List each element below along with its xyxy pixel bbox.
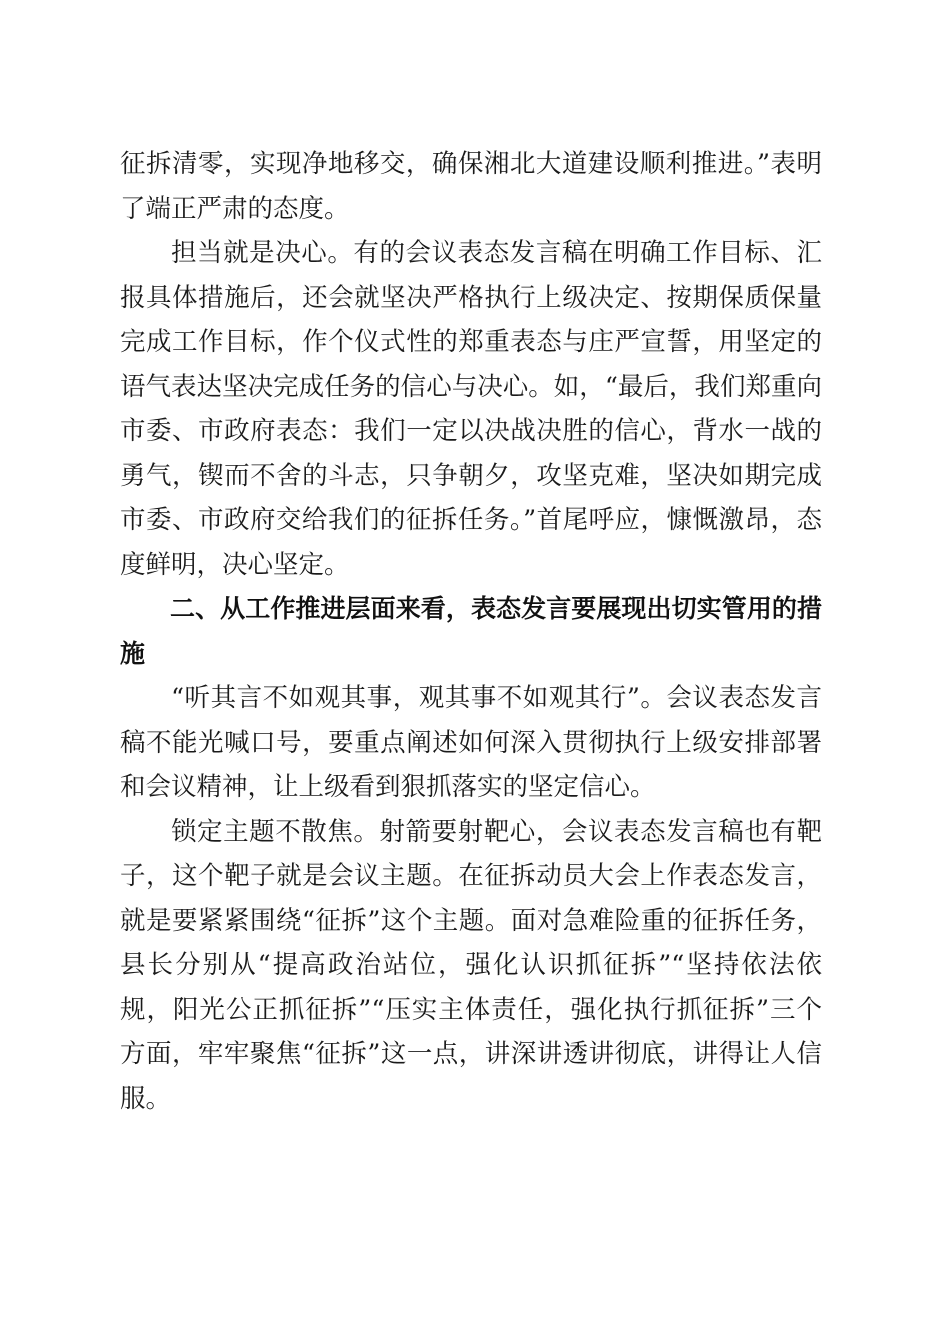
document-body (120, 142, 822, 1121)
paragraph-determination: 担当就是决心。有的会议表态发言稿在明确工作目标、汇报具体措施后，还会就坚决严格执行上级决定、按期保质保量完成工作目标，作个仪式性的郑重表态与庄严宣誓，用坚定的语气表达坚决完成任务的信心与决心。如，“最后，我们郑重向市委、市政府表态：我们一定以决战决胜的信心，背水一战的勇气，锲而不舍的斗志，只争朝夕，攻坚克难，坚决如期完成市委、市政府交给我们的征拆任务。”首尾呼应，慷慨激昂，态度鲜明，决心坚定。 (120, 238, 822, 580)
paragraph-measures-intro: “听其言不如观其事，观其事不如观其行”。会议表态发言稿不能光喊口号，要重点阐述如何深入贯彻执行上级安排部署和会议精神，让上级看到狠抓落实的坚定信心。 (120, 683, 822, 802)
paragraph-continuation: 征拆清零，实现净地移交，确保湘北大道建设顺利推进。”表明了端正严肃的态度。 (120, 149, 822, 224)
section-heading: 二、从工作推进层面来看，表态发言要展现出切实管用的措施 (120, 594, 822, 668)
paragraph-focus-theme: 锁定主题不散焦。射箭要射靶心，会议表态发言稿也有靶子，这个靶子就是会议主题。在征拆动员大会上作表态发言，就是要紧紧围绕“征拆”这个主题。面对急难险重的征拆任务，县长分别从“提高政治站位，强化认识抓征拆”“坚持依法依规，阳光公正抓征拆”“压实主体责任，强化执行抓征拆”三个方面，牢牢聚焦“征拆”这一点，讲深讲透讲彻底，讲得让人信服。 (120, 816, 822, 1114)
